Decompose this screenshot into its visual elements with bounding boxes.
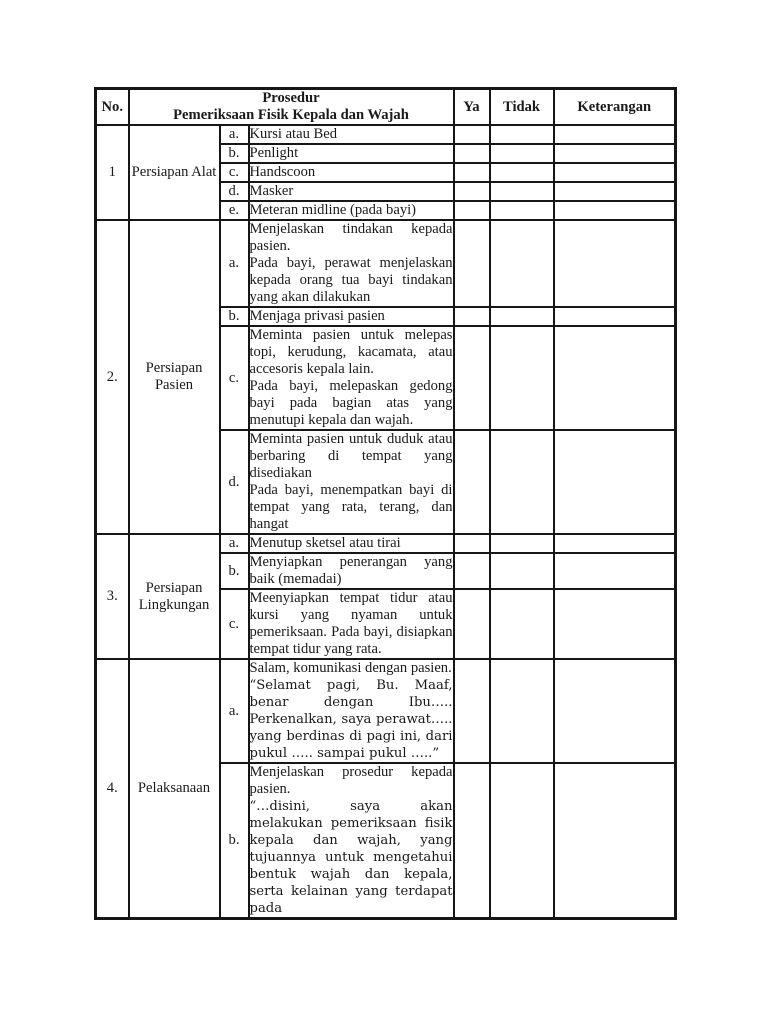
item-text	[249, 589, 454, 659]
ya-answer-cell	[454, 589, 490, 659]
item-quote-paragraph: “…disini, saya akan melakukan pemeriksaan fisik kepala dan wajah, yang tujuannya untuk mengetahui bentuk wajah dan kepala, serta kelainan yang terdapat pada	[249, 799, 453, 916]
tidak-answer-cell	[490, 163, 554, 182]
tidak-answer-cell	[490, 763, 554, 919]
item-letter: b.	[220, 763, 249, 919]
item-letter: b.	[220, 553, 249, 589]
item-paragraph: Meminta pasien untuk duduk atau berbaring di tempat yang disediakan	[249, 431, 453, 481]
ya-answer-cell	[454, 201, 490, 220]
item-paragraph: Pada bayi, melepaskan gedong bayi pada bagian atas yang menutupi kepala dan wajah.	[249, 378, 453, 428]
item-paragraph: Pada bayi, menempatkan bayi di tempat yang rata, terang, dan hangat	[249, 482, 453, 532]
section-name: Persiapan Alat	[129, 125, 220, 220]
item-paragraph: Meminta pasien untuk melepas topi, kerudung, kacamata, atau accesoris kepala lain.	[249, 327, 453, 377]
item-letter: c.	[220, 589, 249, 659]
keterangan-cell	[554, 144, 676, 163]
ya-answer-cell	[454, 182, 490, 201]
item-paragraph: Menyiapkan penerangan yang baik (memadai)	[249, 554, 453, 587]
tidak-answer-cell	[490, 307, 554, 326]
ya-answer-cell	[454, 220, 490, 307]
ya-answer-cell	[454, 163, 490, 182]
ya-answer-cell	[454, 125, 490, 144]
procedure-item-row	[96, 534, 676, 553]
item-quote-paragraph: “Selamat pagi, Bu. Maaf, benar dengan Ibu….. Perkenalkan, saya perawat….. yang berdinas di pagi ini, dari pukul ….. sampai pukul …..”	[249, 678, 453, 761]
keterangan-cell	[554, 553, 676, 589]
item-paragraph: Menjelaskan tindakan kepada pasien.	[249, 221, 453, 254]
keterangan-cell	[554, 163, 676, 182]
item-letter: a.	[220, 125, 249, 144]
procedure-item-row	[96, 659, 676, 763]
table-body	[96, 125, 676, 919]
section-name: Pelaksanaan	[129, 659, 220, 919]
ya-answer-cell	[454, 553, 490, 589]
ya-answer-cell	[454, 307, 490, 326]
item-text	[249, 125, 454, 144]
keterangan-cell	[554, 201, 676, 220]
item-text	[249, 430, 454, 534]
item-text	[249, 659, 454, 763]
procedure-item-row	[96, 125, 676, 144]
tidak-answer-cell	[490, 201, 554, 220]
keterangan-cell	[554, 534, 676, 553]
item-text	[249, 144, 454, 163]
tidak-answer-cell	[490, 144, 554, 163]
ya-answer-cell	[454, 534, 490, 553]
section-number: 1	[96, 125, 129, 220]
item-letter: b.	[220, 307, 249, 326]
item-letter: a.	[220, 220, 249, 307]
item-paragraph: Salam, komunikasi dengan pasien.	[249, 660, 452, 676]
tidak-answer-cell	[490, 125, 554, 144]
keterangan-cell	[554, 589, 676, 659]
item-text	[249, 763, 454, 919]
item-text	[249, 182, 454, 201]
item-letter: d.	[220, 182, 249, 201]
table-header	[96, 89, 676, 126]
keterangan-cell	[554, 326, 676, 430]
item-paragraph: Menjelaskan prosedur kepada pasien.	[249, 764, 453, 797]
item-text	[249, 534, 454, 553]
item-letter: c.	[220, 326, 249, 430]
header-tidak: Tidak	[490, 89, 554, 126]
item-letter: a.	[220, 659, 249, 763]
item-text	[249, 220, 454, 307]
keterangan-cell	[554, 307, 676, 326]
item-paragraph: Menutup sketsel atau tirai	[249, 535, 401, 551]
keterangan-cell	[554, 659, 676, 763]
header-row	[96, 89, 676, 126]
header-procedure-line1: Prosedur	[262, 90, 320, 106]
header-keterangan: Keterangan	[554, 89, 676, 126]
item-letter: d.	[220, 430, 249, 534]
tidak-answer-cell	[490, 182, 554, 201]
header-ya: Ya	[454, 89, 490, 126]
keterangan-cell	[554, 763, 676, 919]
keterangan-cell	[554, 430, 676, 534]
tidak-answer-cell	[490, 430, 554, 534]
item-letter: a.	[220, 534, 249, 553]
item-paragraph: Meenyiapkan tempat tidur atau kursi yang nyaman untuk pemeriksaan. Pada bayi, disiapkan tempat tidur yang rata.	[249, 590, 453, 657]
keterangan-cell	[554, 220, 676, 307]
section-number: 2.	[96, 220, 129, 534]
ya-answer-cell	[454, 326, 490, 430]
item-paragraph: Penlight	[249, 145, 299, 161]
header-procedure	[129, 89, 454, 126]
procedure-item-row	[96, 220, 676, 307]
section-number: 3.	[96, 534, 129, 659]
ya-answer-cell	[454, 763, 490, 919]
item-paragraph: Meteran midline (pada bayi)	[249, 202, 417, 218]
item-letter: c.	[220, 163, 249, 182]
tidak-answer-cell	[490, 589, 554, 659]
ya-answer-cell	[454, 430, 490, 534]
ya-answer-cell	[454, 659, 490, 763]
tidak-answer-cell	[490, 534, 554, 553]
item-text	[249, 326, 454, 430]
item-paragraph: Menjaga privasi pasien	[249, 308, 385, 324]
keterangan-cell	[554, 182, 676, 201]
section-number: 4.	[96, 659, 129, 919]
header-procedure-line2: Pemeriksaan Fisik Kepala dan Wajah	[173, 107, 409, 123]
item-text	[249, 553, 454, 589]
section-name: Persiapan Lingkungan	[129, 534, 220, 659]
ya-answer-cell	[454, 144, 490, 163]
section-name: Persiapan Pasien	[129, 220, 220, 534]
item-paragraph: Handscoon	[249, 164, 316, 180]
item-text	[249, 163, 454, 182]
procedure-checklist-table	[94, 87, 677, 920]
item-text	[249, 201, 454, 220]
item-text	[249, 307, 454, 326]
tidak-answer-cell	[490, 326, 554, 430]
header-no: No.	[96, 89, 129, 126]
item-letter: e.	[220, 201, 249, 220]
tidak-answer-cell	[490, 553, 554, 589]
tidak-answer-cell	[490, 220, 554, 307]
item-letter: b.	[220, 144, 249, 163]
item-paragraph: Pada bayi, perawat menjelaskan kepada orang tua bayi tindakan yang akan dilakukan	[249, 255, 453, 305]
tidak-answer-cell	[490, 659, 554, 763]
keterangan-cell	[554, 125, 676, 144]
item-paragraph: Masker	[249, 183, 294, 199]
item-paragraph: Kursi atau Bed	[249, 126, 338, 142]
